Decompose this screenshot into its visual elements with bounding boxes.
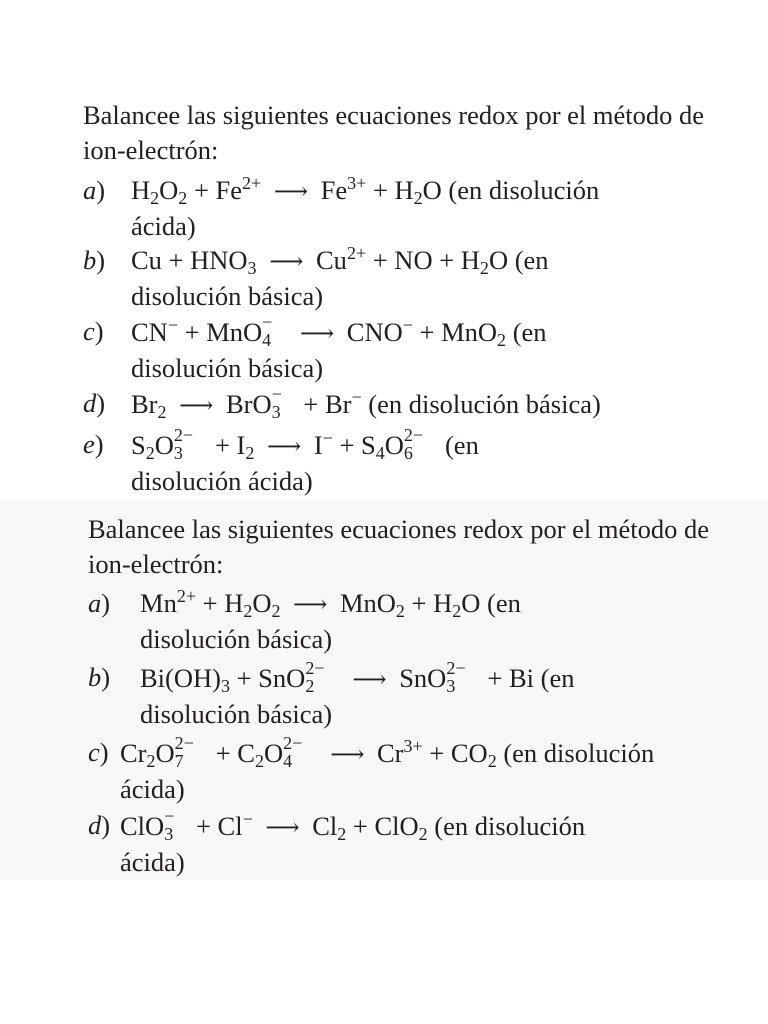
- equation-item-c: c) CN− + MnO − 4 ⟶ CNO− + MnO$_2$ (en disolución básica): [83, 314, 723, 386]
- item-label: a: [83, 175, 97, 205]
- equation-item-d: d) $Br_2$ ⟶ BrO − 3 + Br− (en disolución básica): [83, 383, 601, 422]
- equation-item-e: e) $S_2O$ 2− 3 + $I_2$ ⟶ $I^- + S_4O$ 2− 6 (en disolución ácida): [83, 427, 723, 499]
- equation-item-c: c) $Cr_2O$ 2− 7 + $C_2O$ 2− 4 ⟶ $Cr^{3+} + CO_2$ (en disolución ácida): [88, 735, 748, 807]
- exercise-block-1: [0, 96, 768, 496]
- chemical-equation: $Cr_2O$ 2− 7 + $C_2O$ 2− 4 ⟶ $Cr^{3+} + CO_2$ (en disolución: [120, 732, 655, 771]
- condition-text: (en disolución: [434, 810, 586, 841]
- condition-continuation: ácida): [120, 773, 185, 804]
- equation-item-b: b) $Cu + HNO_3$ ⟶ $Cu^{2+}$ + NO + $H_2O$ (en disolución básica): [83, 243, 723, 314]
- equation-item-b: b) $Bi(OH)_3$ + SnO 2− 2 ⟶ SnO 2− 3 + Bi (en disolución básica): [88, 660, 728, 732]
- equation-item-a: a) $H_2O_2 + Fe^{2+}$ ⟶ $Fe^{3+} + H_2O$ (en disolución ácida): [83, 173, 723, 244]
- chemical-equation: CN− + MnO − 4 ⟶ CNO− + MnO$_2$ (en: [131, 311, 547, 350]
- condition-text: (en: [512, 316, 547, 347]
- equation-item-d: d) ClO − 3 + Cl− ⟶ $Cl_2 + ClO_2$ (en disolución ácida): [88, 808, 748, 880]
- exercise-block-2: [0, 500, 768, 880]
- condition-continuation: disolución ácida): [131, 465, 313, 496]
- item-label: c: [83, 316, 95, 346]
- condition-text: (en: [487, 588, 521, 618]
- condition-text: (en: [540, 662, 575, 693]
- arrow-icon: ⟶: [273, 177, 308, 205]
- condition-text: (en disolución básica): [368, 388, 601, 419]
- chemical-equation: $H_2O_2 + Fe^{2+}$ ⟶ $Fe^{3+} + H_2O$ (en disolución: [131, 173, 600, 209]
- item-label: b: [83, 245, 97, 275]
- equation-item-a: a) $Mn^{2+} + H_2O_2$ ⟶ $MnO_2 + H_2O$ (en disolución básica): [88, 586, 728, 657]
- item-label: c: [88, 737, 100, 767]
- chemical-equation: $Bi(OH)_3$ + SnO 2− 2 ⟶ SnO 2− 3 + Bi (en: [140, 657, 575, 696]
- arrow-icon: ⟶: [179, 390, 214, 419]
- condition-text: (en disolución: [503, 737, 655, 768]
- arrow-icon: ⟶: [269, 247, 304, 275]
- item-label: b: [88, 662, 102, 692]
- condition-continuation: disolución básica): [140, 698, 333, 729]
- chemical-equation: ClO − 3 + Cl− ⟶ $Cl_2 + ClO_2$ (en disolución: [120, 805, 586, 844]
- arrow-icon: ⟶: [352, 664, 387, 693]
- condition-text: (en: [514, 245, 549, 275]
- instructions-text: Balancee las siguientes ecuaciones redox por el método de ion-electrón:: [88, 514, 710, 579]
- condition-continuation: ácida): [131, 211, 196, 241]
- arrow-icon: ⟶: [330, 739, 365, 768]
- condition-text: (en: [444, 429, 479, 460]
- condition-text: (en disolución: [448, 175, 600, 205]
- instructions-text: Balancee las siguientes ecuaciones redox por el método de ion-electrón:: [83, 100, 705, 165]
- condition-continuation: ácida): [120, 846, 185, 877]
- arrow-icon: ⟶: [299, 318, 335, 347]
- arrow-icon: ⟶: [267, 431, 302, 460]
- chemical-equation: $S_2O$ 2− 3 + $I_2$ ⟶ $I^- + S_4O$ 2− 6 (en: [131, 424, 479, 463]
- condition-continuation: disolución básica): [131, 352, 324, 383]
- chemical-equation: $Cu + HNO_3$ ⟶ $Cu^{2+}$ + NO + $H_2O$ (en: [131, 243, 549, 279]
- chemical-equation: $Br_2$ ⟶ BrO − 3 + Br− (en disolución básica): [131, 383, 601, 422]
- condition-continuation: disolución básica): [140, 624, 333, 654]
- chemical-equation: $Mn^{2+} + H_2O_2$ ⟶ $MnO_2 + H_2O$ (en: [140, 586, 521, 622]
- arrow-icon: ⟶: [265, 812, 300, 841]
- item-label: d: [83, 388, 97, 418]
- item-label: d: [88, 810, 102, 840]
- condition-continuation: disolución básica): [131, 281, 324, 311]
- item-label: e: [83, 429, 95, 459]
- arrow-icon: ⟶: [293, 590, 328, 618]
- item-label: a: [88, 588, 102, 618]
